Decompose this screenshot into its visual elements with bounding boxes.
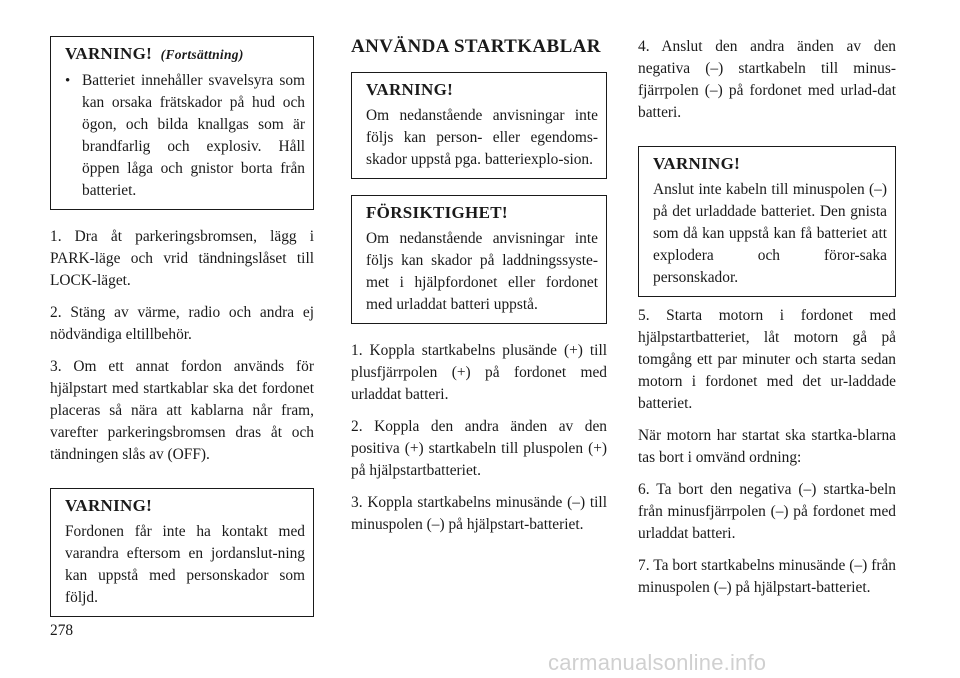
warning-text: Anslut inte kabeln till minuspolen (–) på det urladdade batteriet. Den gnista som då kan uppstå kan få batteriet att explodera och föror-saka personskador. [653,181,887,286]
warning-text: Fordonen får inte ha kontakt med varandra eftersom en jordanslut-ning kan uppstå med personskador som följd. [65,523,305,606]
column-left [50,36,314,633]
warning-bullet [65,70,305,202]
step-7: 7. Ta bort startkabelns minusände (–) från minuspolen (–) på hjälpstart-batteriet. [638,557,896,596]
warning-subtitle: (Fortsättning) [160,47,244,62]
column-right [638,36,896,609]
step-1: 1. Dra åt parkeringsbromsen, lägg i PARK-läge och vrid tändningslåset till LOCK-läget. [50,228,314,289]
watermark: carmanualsonline.info [548,650,767,675]
step-2: 2. Koppla den andra änden av den positiva (+) startkabeln till pluspolen (+) på hjälpstartbatteriet. [351,418,607,479]
caution-box [351,195,607,324]
warning-title: VARNING! [653,154,741,173]
warning-bullet-text: Batteriet innehåller svavelsyra som kan orsaka frätskador på hud och ögon, och bilda knallgas som är brandfarlig och explosiv. Håll öppen låga och gnistor borta från batteriet. [82,72,305,199]
step-4: 4. Anslut den andra änden av den negativa (–) startkabeln till minus-fjärrpolen (–) på fordonet med urlad-dat batteri. [638,38,896,121]
column-middle [351,36,607,546]
warning-box-continued [50,36,314,210]
caution-text: Om nedanstående anvisningar inte följs kan skador på laddningssyste-met i hjälpfordonet eller fordonet med urladdat batteri uppstå. [366,230,598,313]
bullet-dot-icon: • [65,73,71,89]
warning-box-negative-pole [638,146,896,297]
step-2: 2. Stäng av värme, radio och andra ej nödvändiga eltillbehör. [50,304,314,343]
warning-box-explosion [351,72,607,179]
step-6: 6. Ta bort den negativa (–) startka-beln från minusfjärrpolen (–) på fordonet med urladdat batteri. [638,481,896,542]
step-1: 1. Koppla startkabelns plusände (+) till plusfjärrpolen (+) på fordonet med urladdat batteri. [351,342,607,403]
warning-title [65,43,305,66]
page-number: 278 [50,622,74,639]
section-heading: ANVÄNDA STARTKABLAR [351,36,601,57]
warning-title: VARNING! [366,80,454,99]
warning-text: Om nedanstående anvisningar inte följs kan person- eller egendoms-skador uppstå pga. batteriexplo-sion. [366,107,598,168]
step-3: 3. Koppla startkabelns minusände (–) till minuspolen (–) på hjälpstart-batteriet. [351,494,607,533]
step-5: 5. Starta motorn i fordonet med hjälpstartbatteriet, låt motorn gå på tomgång ett par minuter och starta sedan motorn i fordonet med det ur-laddade batteriet. [638,307,896,412]
warning-title: VARNING! [65,496,153,515]
reverse-order-note: När motorn har startat ska startka-blarna tas bort i omvänd ordning: [638,427,896,466]
warning-title-text: VARNING! [65,44,153,63]
caution-title: FÖRSIKTIGHET! [366,203,508,222]
warning-box-contact [50,488,314,617]
step-3: 3. Om ett annat fordon används för hjälpstart med startkablar ska det fordonet placeras så nära att kablarna når fram, varefter parkeringsbromsen dras åt och tändningen slås av (OFF). [50,358,314,463]
